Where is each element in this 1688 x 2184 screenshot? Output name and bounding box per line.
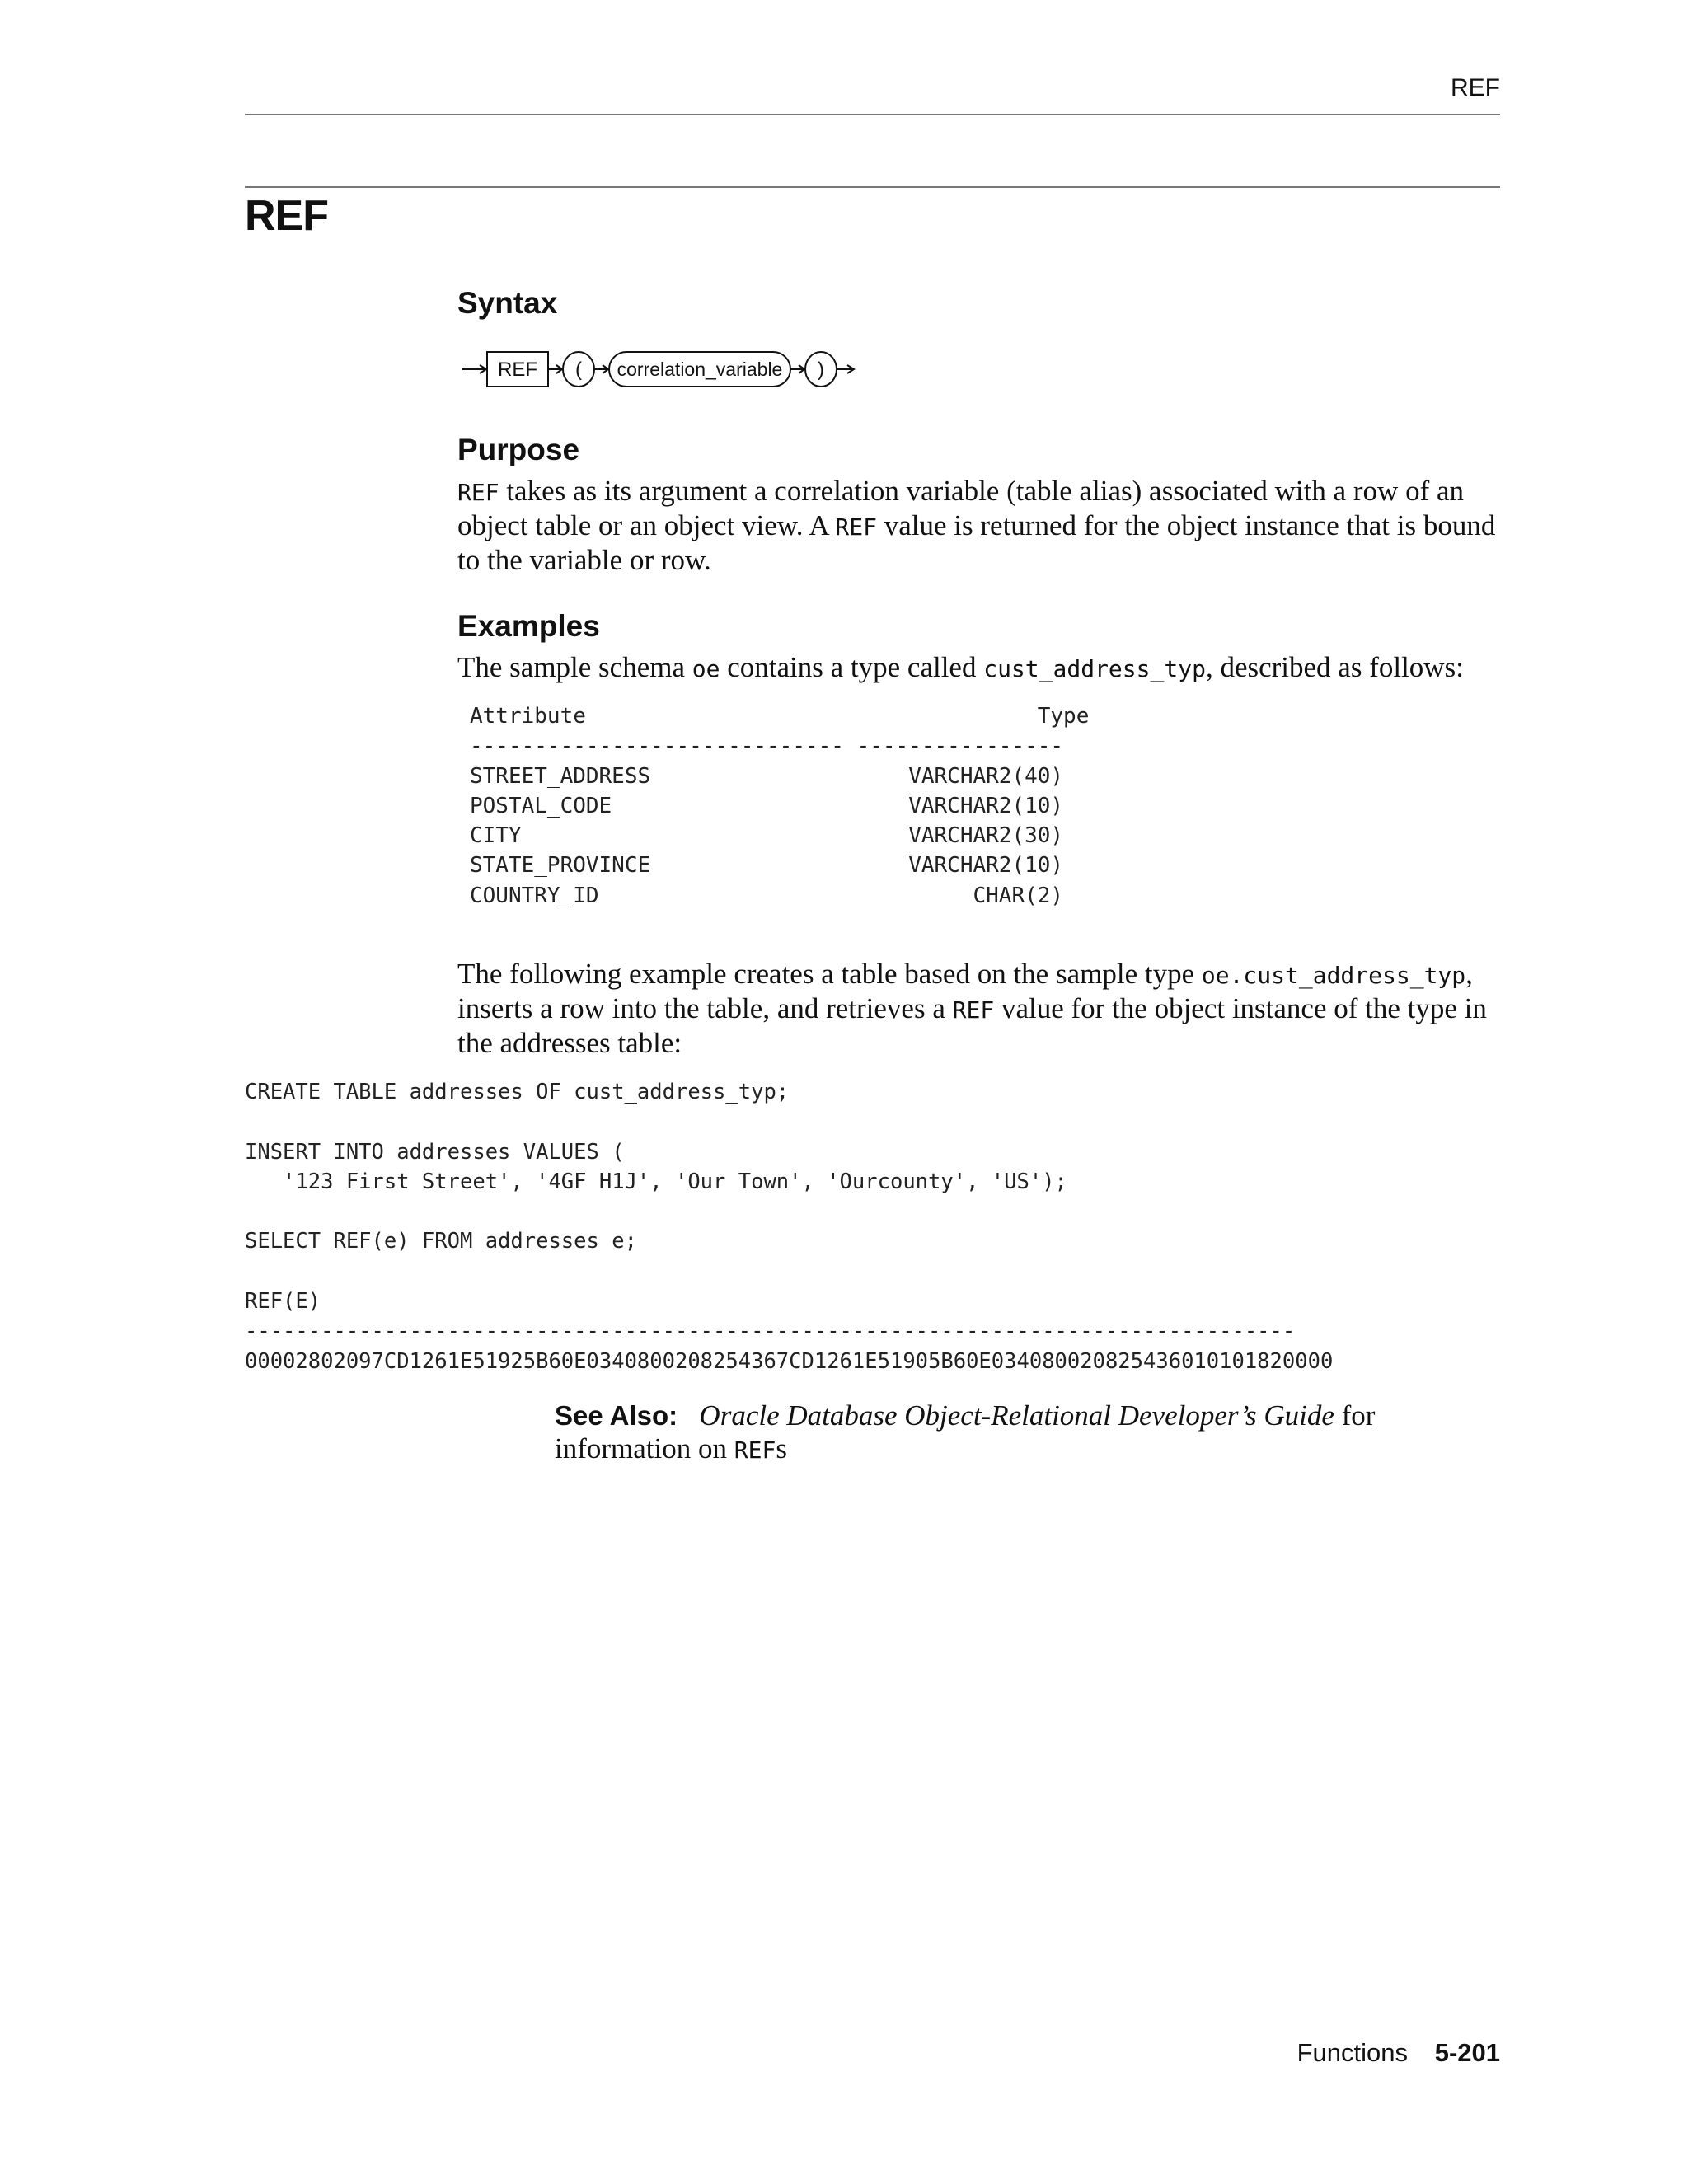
examples-intro-code-schema: oe — [692, 655, 720, 682]
following-text: The following example creates a table based on the sample type — [457, 958, 1202, 990]
footer-section: Functions — [1296, 2038, 1408, 2067]
purpose-heading: Purpose — [457, 433, 580, 466]
syntax-diagram — [457, 346, 870, 396]
page-number: 5-201 — [1434, 2038, 1500, 2067]
syntax-keyword-ref: REF — [498, 359, 537, 381]
syntax-argument: correlation_variable — [617, 359, 783, 380]
see-also-text: for information on — [555, 1399, 1376, 1465]
following-code-ref: REF — [952, 996, 995, 1024]
following-text-2: , inserts a row into the table, and retrieves a — [457, 958, 1473, 1024]
syntax-open-paren: ( — [575, 359, 582, 381]
examples-intro-text-3: , described as follows: — [1205, 651, 1464, 683]
purpose-code-ref-2: REF — [835, 513, 877, 541]
examples-intro-text-2: contains a type called — [720, 651, 984, 683]
type-listing: Attribute Type ----------------------------- ---------------- STREET_ADDRESS VARCHAR2(40) POSTAL_CODE VARCHAR2(10) CITY VARCHAR2(30) STATE_PROVINCE VARCHAR2(10) COUNTRY_ID CHAR(2) — [470, 704, 1090, 908]
examples-following-paragraph — [457, 958, 1512, 1060]
examples-intro-text: The sample schema — [457, 651, 692, 683]
following-text-3: value for the object instance of the type in the addresses table: — [457, 992, 1487, 1059]
following-code-type: oe.cust_address_typ — [1201, 962, 1466, 989]
examples-intro-code-type: cust_address_typ — [983, 655, 1206, 682]
see-also-label: See Also: — [555, 1400, 678, 1431]
see-also-book-title: Oracle Database Object-Relational Developer’s Guide — [699, 1399, 1334, 1432]
syntax-close-paren: ) — [818, 359, 824, 381]
syntax-heading: Syntax — [457, 286, 558, 320]
purpose-text-2: value is returned for the object instance that is bound to the variable or row. — [457, 509, 1496, 576]
running-header: REF — [1451, 74, 1500, 101]
see-also-code: REF — [734, 1436, 776, 1464]
code-example: CREATE TABLE addresses OF cust_address_typ; INSERT INTO addresses VALUES ( '123 First Street', '4GF H1J', 'Our Town', 'Ourcounty', 'US'); SELECT REF(e) FROM addresses e; REF(E) ----------------------------------------------------------------------------------- 00002802097CD1261E51925B60E0340800208254367CD1261E51905B60E034080020825436010101820000 — [245, 1080, 1334, 1374]
examples-heading: Examples — [457, 609, 600, 643]
examples-intro — [457, 651, 1512, 686]
page-title: REF — [245, 192, 328, 240]
title-rule — [245, 186, 1500, 188]
purpose-text: takes as its argument a correlation variable (table alias) associated with a row of an object table or an object view. A — [457, 475, 1465, 541]
see-also-note — [555, 1399, 1379, 1467]
purpose-code-ref: REF — [457, 479, 499, 506]
header-rule — [245, 114, 1500, 115]
see-also-text-2: s — [776, 1432, 787, 1465]
purpose-paragraph — [457, 475, 1512, 577]
